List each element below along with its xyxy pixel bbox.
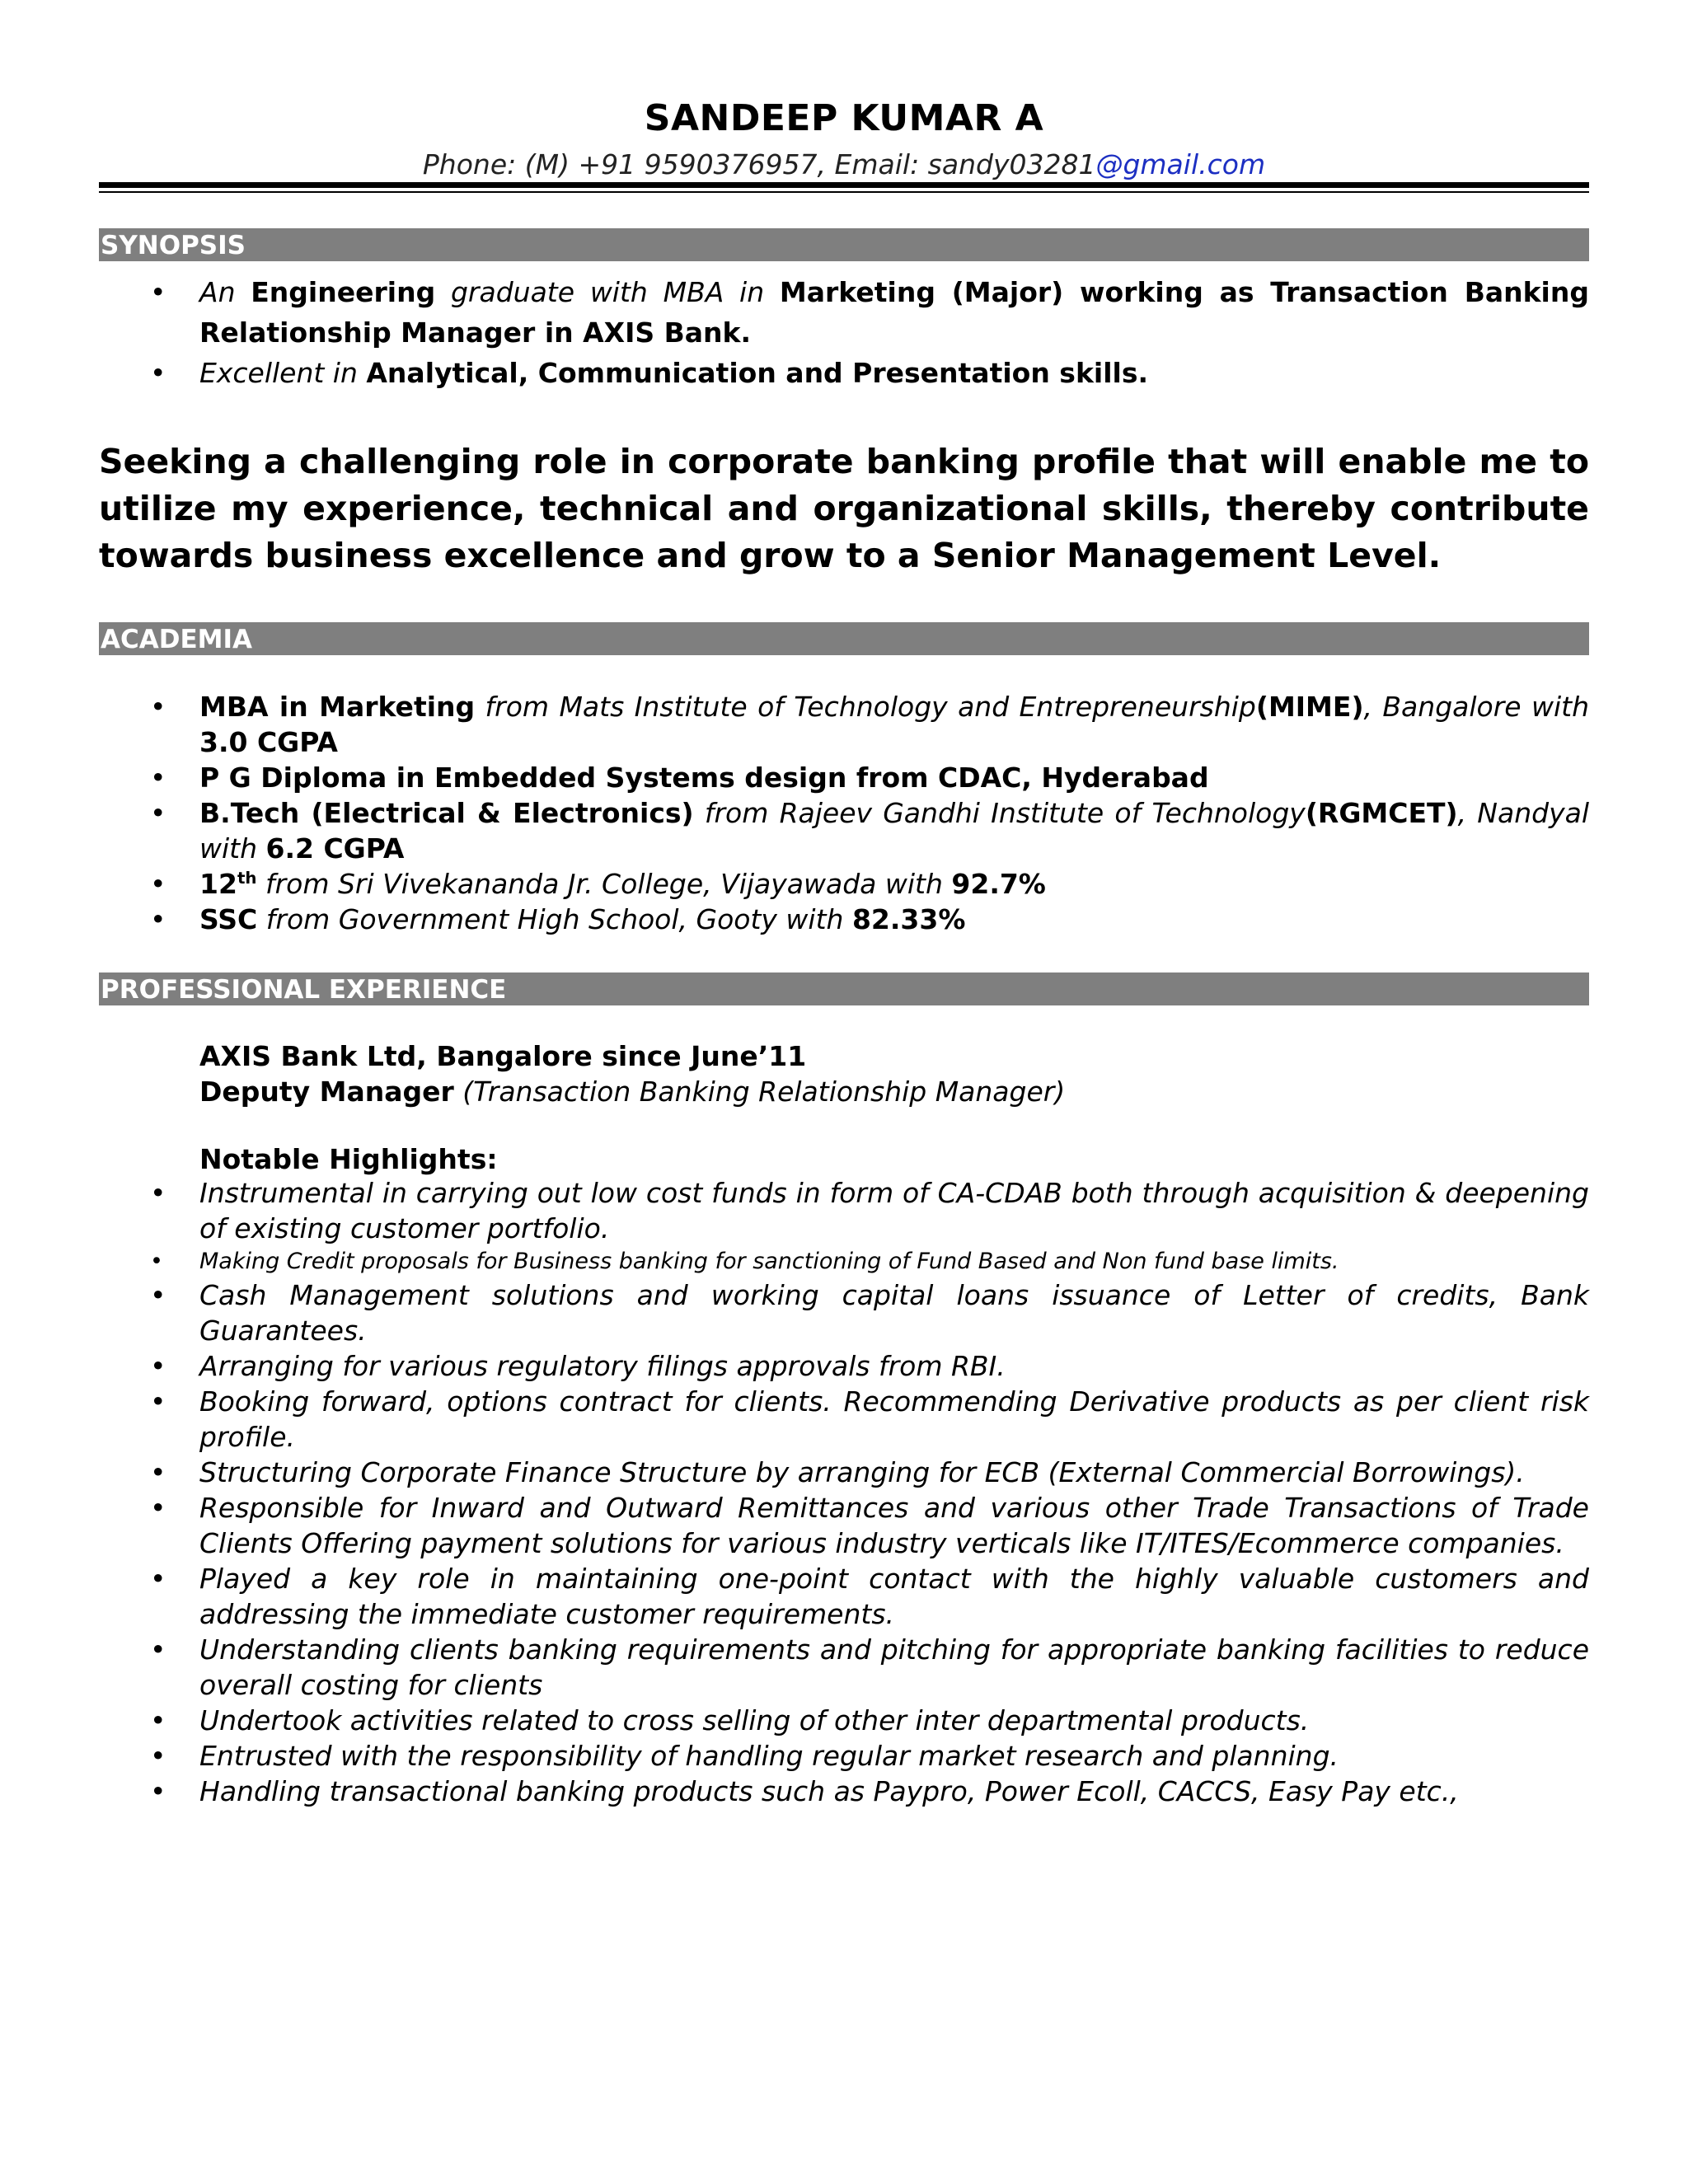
institution: from Mats Institute of Technology and Entrepreneurship <box>475 691 1256 723</box>
role-line <box>199 1074 1065 1109</box>
role-title: Deputy Manager <box>199 1076 454 1108</box>
highlights-label: Notable Highlights: <box>199 1143 498 1175</box>
academia-list <box>99 689 1589 937</box>
company-line: AXIS Bank Ltd, Bangalore since June’11 <box>199 1040 807 1072</box>
synopsis-bold: Marketing (Major) working as Transaction Banking Relationship Manager in AXIS Bank. <box>199 276 1589 349</box>
highlight-item: • Booking forward, options contract for clients. Recommending Derivative products as per client risk profile. <box>99 1384 1589 1455</box>
grade: 3.0 CGPA <box>199 726 338 758</box>
degree-name: B.Tech (Electrical & Electronics) <box>199 797 694 829</box>
highlight-item: • Structuring Corporate Finance Structure by arranging for ECB (External Commercial Borrowings). <box>99 1455 1589 1490</box>
highlight-item: • Responsible for Inward and Outward Remittances and various other Trade Transactions of Trade Clients Offering payment solutions for various industry verticals like IT/ITES/Ecommerce companies. <box>99 1490 1589 1561</box>
synopsis-bold: Analytical, Communication and Presentation skills. <box>366 357 1149 389</box>
academia-item-ssc <box>99 902 1589 937</box>
highlight-item: • Understanding clients banking requirements and pitching for appropriate banking facilities to reduce overall costing for clients <box>99 1632 1589 1703</box>
highlight-item: • Handling transactional banking products such as Paypro, Power Ecoll, CACCS, Easy Pay etc., <box>99 1774 1589 1809</box>
grade: 6.2 CGPA <box>265 832 405 865</box>
grade: 92.7% <box>951 868 1046 900</box>
institution: from Government High School, Gooty with <box>257 903 852 935</box>
location: , Bangalore with <box>1363 691 1589 723</box>
academia-item-mba <box>99 689 1589 760</box>
header-rule-thin <box>99 191 1589 193</box>
highlight-item: • Making Credit proposals for Business banking for sanctioning of Fund Based and Non fund base limits. <box>99 1246 1589 1277</box>
degree-name: MBA in Marketing <box>199 691 476 723</box>
synopsis-bold: Engineering <box>251 276 436 308</box>
institution: from Sri Vivekananda Jr. College, Vijayawada with <box>256 868 952 900</box>
institution-code: (RGMCET) <box>1305 797 1458 829</box>
contact-text: Phone: (M) +91 9590376957, Email: sandy03281 <box>422 148 1096 180</box>
location: , Nandyal with <box>199 797 1589 865</box>
academia-item-pgd <box>99 760 1589 795</box>
synopsis-section-header: SYNOPSIS <box>99 228 1589 261</box>
highlight-item: • Undertook activities related to cross selling of other inter departmental products. <box>99 1703 1589 1738</box>
highlight-item: • Cash Management solutions and working capital loans issuance of Letter of credits, Bank Guarantees. <box>99 1277 1589 1348</box>
institution: from Rajeev Gandhi Institute of Technology <box>693 797 1306 829</box>
synopsis-text: graduate with MBA in <box>435 276 780 308</box>
highlight-item: • Entrusted with the responsibility of handling regular market research and planning. <box>99 1738 1589 1774</box>
synopsis-list <box>99 272 1589 393</box>
synopsis-text: An <box>199 276 251 308</box>
highlight-item: • Arranging for various regulatory filings approvals from RBI. <box>99 1348 1589 1384</box>
highlight-item: • Instrumental in carrying out low cost funds in form of CA-CDAB both through acquisition & deepening of existing customer portfolio. <box>99 1175 1589 1246</box>
contact-line <box>0 148 1688 180</box>
academia-item-12th <box>99 866 1589 902</box>
synopsis-item <box>99 353 1589 393</box>
role-detail: (Transaction Banking Relationship Manager) <box>453 1076 1066 1108</box>
academia-item-btech <box>99 795 1589 866</box>
highlight-item: • Played a key role in maintaining one-point contact with the highly valuable customers and addressing the immediate customer requirements. <box>99 1561 1589 1632</box>
degree-name: SSC <box>199 903 258 935</box>
degree-name: 12 <box>199 868 237 900</box>
candidate-name: SANDEEP KUMAR A <box>644 97 1044 139</box>
ordinal-suffix: th <box>237 869 257 888</box>
synopsis-text: Excellent in <box>199 357 367 389</box>
degree-name: P G Diploma in Embedded Systems design from CDAC, Hyderabad <box>199 762 1209 794</box>
institution-code: (MIME) <box>1255 691 1364 723</box>
experience-section-header: PROFESSIONAL EXPERIENCE <box>99 972 1589 1005</box>
header-rule-thick <box>99 182 1589 188</box>
academia-section-header: ACADEMIA <box>99 622 1589 655</box>
grade: 82.33% <box>851 903 966 935</box>
highlights-list <box>99 1175 1589 1809</box>
career-objective: Seeking a challenging role in corporate banking profile that will enable me to utilize my experience, technical and organizational skills, thereby contribute towards business excellence and grow to a Senior Management Level. <box>99 442 1589 575</box>
email-domain-link[interactable]: @gmail.com <box>1095 148 1266 180</box>
synopsis-item <box>99 272 1589 353</box>
